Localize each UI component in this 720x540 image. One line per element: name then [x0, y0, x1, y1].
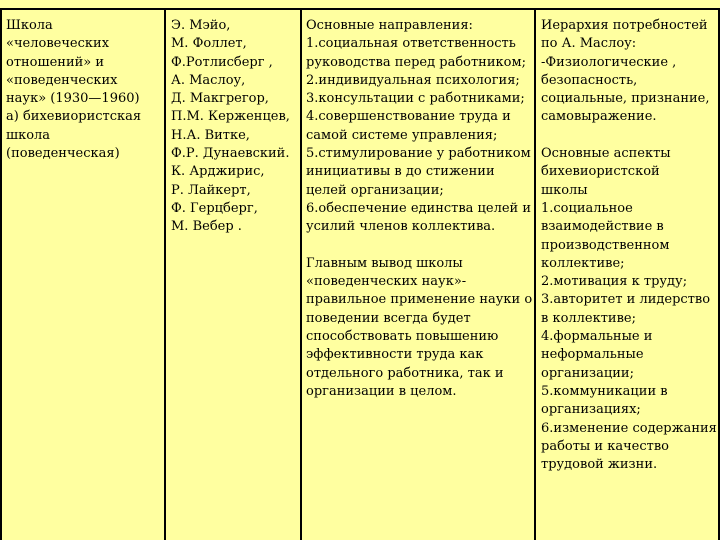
text-line: социальные, признание,	[541, 91, 710, 107]
text-line: эффективности труда как	[306, 347, 484, 363]
text-line: Основные аспекты	[541, 146, 671, 162]
text-line: Э. Мэйо,	[171, 18, 231, 33]
representatives-cell	[171, 17, 290, 237]
text-line: «человеческих	[6, 36, 110, 52]
text-line	[306, 237, 532, 255]
text-line: инициативы в до стижении	[306, 164, 495, 180]
text-line: Иерархия потребностей	[541, 18, 708, 33]
table-top-border	[0, 8, 720, 10]
text-line: правильное применение науки о	[306, 292, 533, 308]
text-line: 6.изменение содержания	[541, 420, 717, 436]
text-line: 3.авторитет и лидерство	[541, 292, 711, 308]
text-line: 1.социальная ответственность	[306, 36, 516, 52]
text-line: школы	[541, 182, 588, 198]
text-line: Н.А. Витке,	[171, 127, 250, 143]
text-line: Ф.Ротлисберг ,	[171, 54, 273, 70]
text-line: 1.социальное	[541, 200, 633, 216]
text-line: поведении всегда будет	[306, 310, 471, 326]
text-line: Р. Лайкерт,	[171, 182, 251, 198]
column-divider-1	[164, 8, 166, 540]
text-line: организациях;	[541, 402, 641, 418]
text-line: способствовать повышению	[306, 329, 499, 345]
text-line: М. Фоллет,	[171, 36, 247, 52]
text-line: -Физиологические ,	[541, 54, 677, 70]
text-line	[541, 127, 717, 145]
text-line: организации в целом.	[306, 383, 457, 399]
text-line: организации;	[541, 365, 634, 381]
text-line: М. Вебер .	[171, 219, 242, 235]
text-line: коллективе;	[541, 255, 625, 271]
text-line: школа	[6, 127, 51, 143]
text-line: 5.стимулирование у работником	[306, 146, 531, 162]
text-line: 6.обеспечение единства целей и	[306, 200, 531, 216]
text-line: взаимодействие в	[541, 219, 664, 235]
text-line: «поведенческих	[6, 72, 118, 88]
text-line: «поведенческих наук»-	[306, 274, 467, 290]
hierarchy-aspects-cell	[541, 17, 717, 474]
text-line: А. Маслоу,	[171, 72, 246, 88]
text-line: Д. Макгрегор,	[171, 91, 269, 107]
text-line: трудовой жизни.	[541, 457, 658, 473]
text-line: работы и качество	[541, 438, 669, 454]
text-line: Школа	[6, 18, 53, 33]
text-line: П.М. Керженцев,	[171, 109, 290, 125]
text-line: по А. Маслоу:	[541, 36, 637, 52]
text-line: самовыражение.	[541, 109, 657, 125]
text-line: отношений» и	[6, 54, 105, 70]
text-line: Ф. Герцберг,	[171, 200, 258, 216]
text-line: производственном	[541, 237, 670, 253]
main-directions-cell	[306, 17, 532, 401]
text-line: безопасность,	[541, 72, 638, 88]
text-line: 3.консультации с работниками;	[306, 91, 525, 107]
text-line: наук» (1930—1960)	[6, 91, 140, 107]
text-line: целей организации;	[306, 182, 444, 198]
column-border-left	[0, 8, 2, 540]
school-name-cell	[6, 17, 141, 163]
text-line: самой системе управления;	[306, 127, 498, 143]
text-line: руководства перед работником;	[306, 54, 526, 70]
text-line: 2.индивидуальная психология;	[306, 72, 520, 88]
text-line: (поведенческая)	[6, 146, 120, 162]
text-line: 5.коммуникации в	[541, 383, 668, 399]
text-line: в коллективе;	[541, 310, 636, 326]
text-line: Главным вывод школы	[306, 255, 463, 271]
column-divider-3	[534, 8, 536, 540]
text-line: усилий членов коллектива.	[306, 219, 496, 235]
text-line: 4.совершенствование труда и	[306, 109, 511, 125]
text-line: неформальные	[541, 347, 644, 363]
text-line: К. Арджирис,	[171, 164, 265, 180]
text-line: отдельного работника, так и	[306, 365, 504, 381]
text-line: Основные направления:	[306, 18, 473, 33]
text-line: 4.формальные и	[541, 329, 653, 345]
text-line: 2.мотивация к труду;	[541, 274, 688, 290]
text-line: Ф.Р. Дунаевский.	[171, 146, 290, 162]
text-line: а) бихевиористская	[6, 109, 142, 125]
column-divider-2	[300, 8, 302, 540]
text-line: бихевиористской	[541, 164, 660, 180]
